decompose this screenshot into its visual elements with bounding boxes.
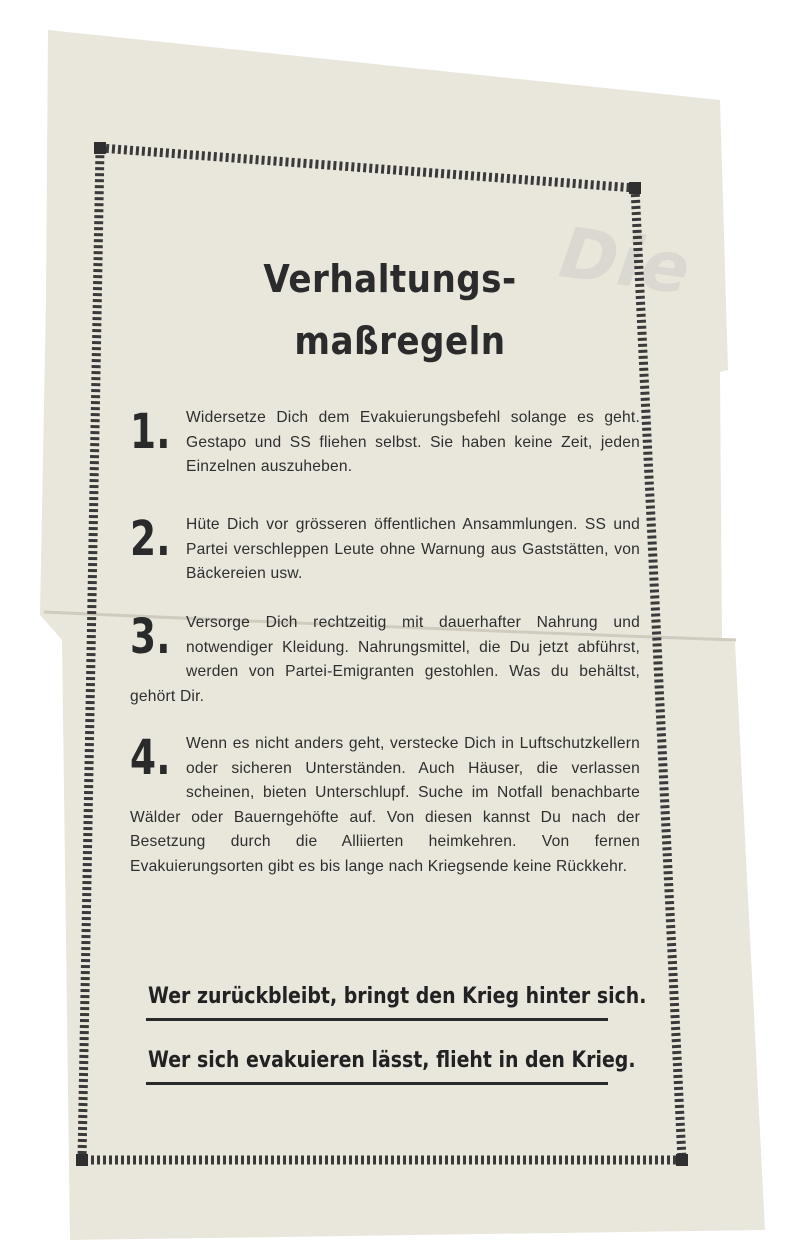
title-line-2: maßregeln bbox=[294, 319, 506, 363]
leaflet-title bbox=[100, 248, 680, 372]
decorative-border bbox=[100, 148, 680, 1166]
rule-3 bbox=[130, 611, 640, 709]
rule-text: Versorge Dich rechtzeitig mit dauerhafter Nahrung und notwendiger Kleidung. Nahrungsmittel, die Du jetzt abführst, werden von Partei-Emigranten gestohlen. Was du behältst, gehört Dir. bbox=[130, 614, 640, 705]
rule-4 bbox=[130, 732, 640, 879]
rule-text: Widersetze Dich dem Evakuierungsbefehl solange es geht. Gestapo und SS fliehen selbst. Sie haben keine Zeit, jeden Einzelnen auszuheben. bbox=[186, 409, 640, 475]
rule-1 bbox=[130, 406, 640, 480]
rule-2 bbox=[130, 513, 640, 587]
rule-text: Hüte Dich vor grösseren öffentlichen Ansammlungen. SS und Partei verschleppen Leute ohne Warnung aus Gaststätten, von Bäckereien usw. bbox=[186, 516, 640, 582]
slogan-evacuate: Wer sich evakuieren lässt, flieht in den Krieg. bbox=[148, 1048, 636, 1073]
rule-number: 1. bbox=[130, 404, 171, 460]
title-line-1: Verhaltungs- bbox=[263, 257, 517, 301]
slogan-underline bbox=[146, 1082, 608, 1085]
slogan-underline bbox=[146, 1018, 608, 1021]
rule-number: 3. bbox=[130, 609, 171, 665]
rule-number: 4. bbox=[130, 730, 171, 786]
rule-number: 2. bbox=[130, 511, 171, 567]
rule-text: Wenn es nicht anders geht, verstecke Dich in Luftschutzkellern oder sicheren Unterständen. Auch Häuser, die verlassen scheinen, bieten Unterschlupf. Suche im Notfall benachbarte Wälder oder Bauerngehöfte auf. Von diesen kannst Du nach der Besetzung durch die Alliierten heimkehren. Von fernen Evakuierungsorten gibt es bis lange nach Kriegsende keine Rückkehr. bbox=[130, 735, 640, 875]
bleed-through-text: Die bbox=[554, 211, 695, 311]
slogan-stay: Wer zurückbleibt, bringt den Krieg hinter sich. bbox=[148, 984, 647, 1009]
